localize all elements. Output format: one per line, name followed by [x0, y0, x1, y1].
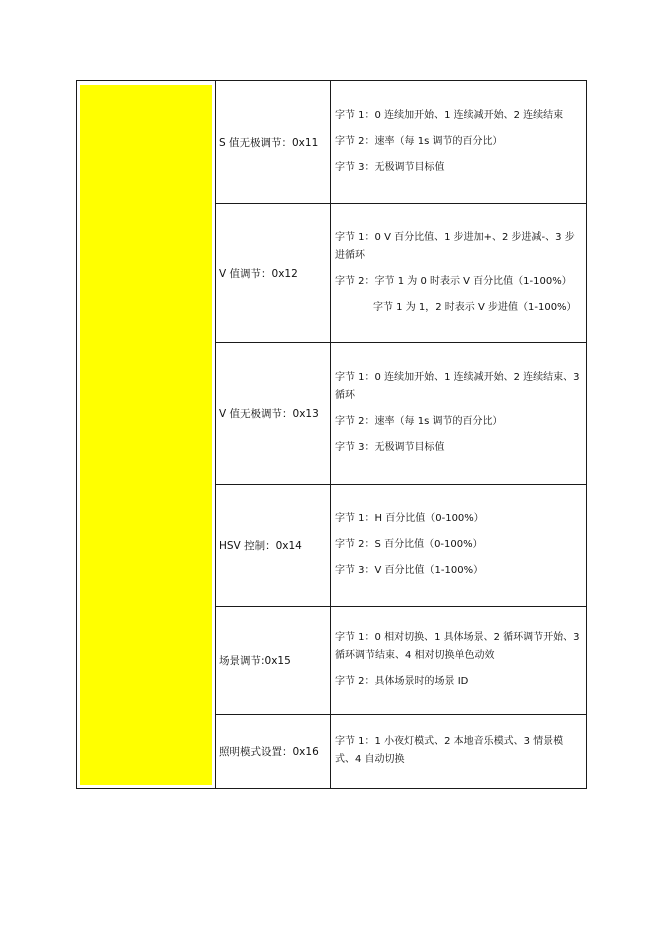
command-description — [331, 606, 587, 714]
table-row — [77, 81, 587, 204]
command-description — [331, 343, 587, 484]
description-line: 字节 1：0 相对切换、1 具体场景、2 循环调节开始、3 循环调节结束、4 相对切换单色动效 — [335, 632, 580, 662]
command-name: HSV 控制：0x14 — [216, 484, 331, 606]
command-description — [331, 714, 587, 788]
highlighted-category-cell — [77, 81, 216, 789]
command-description — [331, 204, 587, 343]
command-description — [331, 484, 587, 606]
description-line: 字节 1 为 1，2 时表示 V 步进值（1-100%） — [373, 302, 577, 314]
command-name: 照明模式设置：0x16 — [216, 714, 331, 788]
description-line: 字节 3：V 百分比值（1-100%） — [335, 565, 484, 577]
description-line: 字节 2：速率（每 1s 调节的百分比） — [335, 136, 503, 148]
description-line: 字节 1：0 连续加开始、1 连续减开始、2 连续结束 — [335, 110, 564, 122]
description-line: 字节 3：无极调节目标值 — [335, 162, 445, 174]
description-line: 字节 2：S 百分比值（0-100%） — [335, 539, 483, 551]
description-line: 字节 2：字节 1 为 0 时表示 V 百分比值（1-100%） — [335, 276, 572, 288]
description-line: 字节 2：速率（每 1s 调节的百分比） — [335, 416, 503, 428]
description-line: 字节 1：0 V 百分比值、1 步进加+、2 步进减-、3 步进循环 — [335, 232, 575, 262]
command-name: 场景调节:0x15 — [216, 606, 331, 714]
description-line: 字节 2：具体场景时的场景 ID — [335, 676, 469, 688]
description-line: 字节 1：1 小夜灯模式、2 本地音乐模式、3 情景模式、4 自动切换 — [335, 736, 564, 766]
description-line: 字节 3：无极调节目标值 — [335, 442, 445, 454]
description-line: 字节 1：H 百分比值（0-100%） — [335, 513, 484, 525]
yellow-highlight — [80, 85, 212, 785]
command-table — [76, 80, 587, 789]
command-description — [331, 81, 587, 204]
command-name: V 值调节：0x12 — [216, 204, 331, 343]
command-name: V 值无极调节：0x13 — [216, 343, 331, 484]
command-name: S 值无极调节：0x11 — [216, 81, 331, 204]
description-line: 字节 1：0 连续加开始、1 连续减开始、2 连续结束、3 循环 — [335, 372, 580, 402]
